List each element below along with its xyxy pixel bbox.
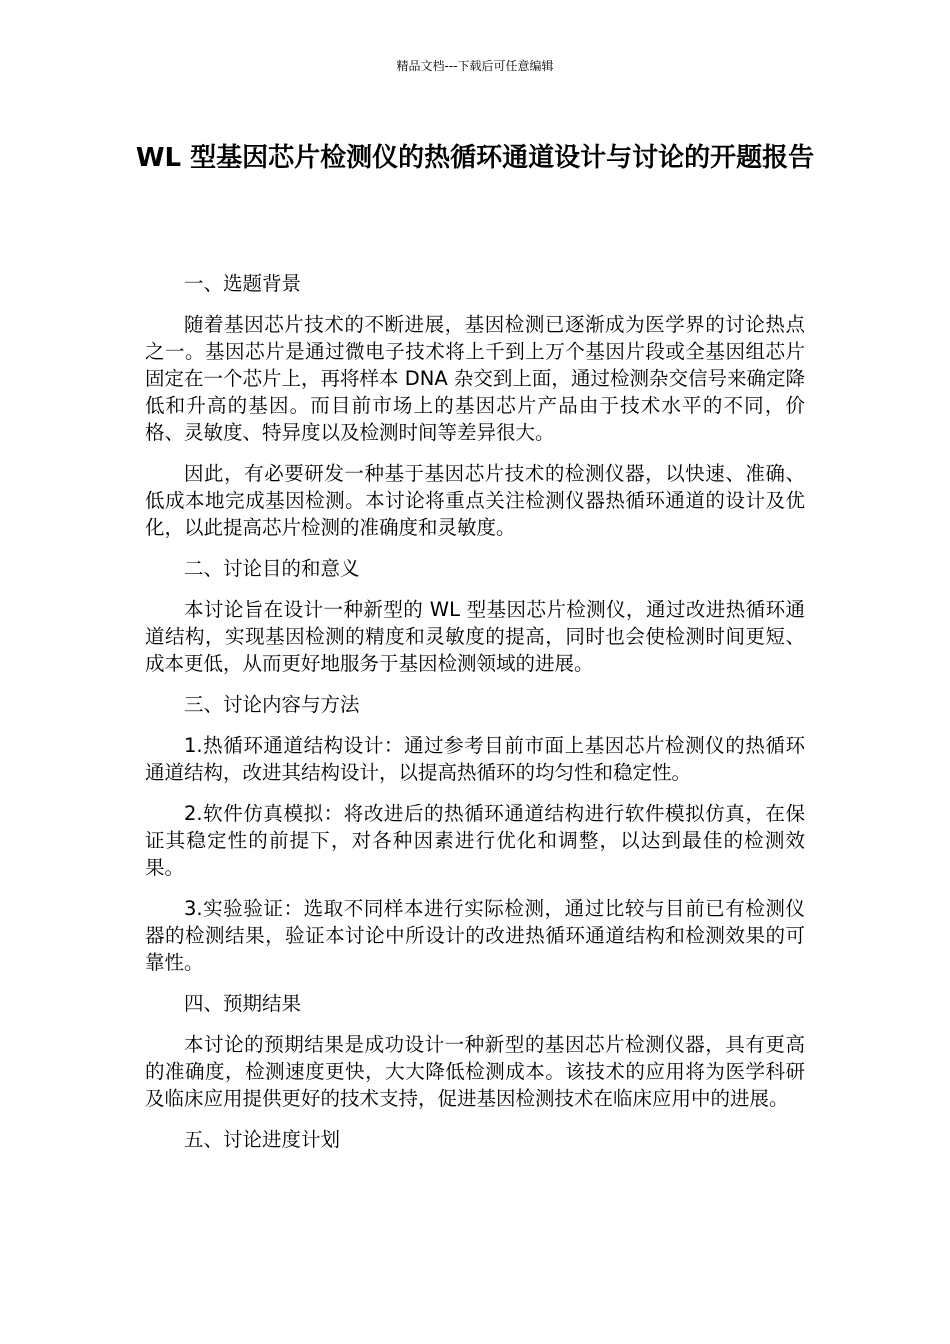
paragraph: 随着基因芯片技术的不断进展，基因检测已逐渐成为医学界的讨论热点之一。基因芯片是通过微电子技术将上千到上万个基因片段或全基因组芯片固定在一个芯片上，再将样本 DNA 杂交到上面，通过检测杂交信号来确定降低和升高的基因。而目前市场上的基因芯片产品由于技术水平的不同，价格、灵敏度、特异度以及检测时间等差异很大。 xyxy=(145,313,805,444)
section-heading: 三、讨论内容与方法 xyxy=(184,693,360,716)
paragraph: 2.软件仿真模拟：将改进后的热循环通道结构进行软件模拟仿真，在保证其稳定性的前提下，对各种因素进行优化和调整，以达到最佳的检测效果。 xyxy=(145,802,805,879)
page-header: 精品文档---下载后可任意编辑 xyxy=(396,59,554,73)
paragraph: 3.实验验证：选取不同样本进行实际检测，通过比较与目前已有检测仪器的检测结果，验证本讨论中所设计的改进热循环通道结构和检测效果的可靠性。 xyxy=(145,897,805,974)
section-purpose xyxy=(145,555,805,677)
paragraph: 本讨论旨在设计一种新型的 WL 型基因芯片检测仪，通过改进热循环通道结构，实现基因检测的精度和灵敏度的提高，同时也会使检测时间更短、成本更低，从而更好地服务于基因检测领域的进展。 xyxy=(145,598,805,675)
section-heading: 二、讨论目的和意义 xyxy=(184,557,360,580)
section-expected-results xyxy=(145,990,805,1112)
document-title: WL 型基因芯片检测仪的热循环通道设计与讨论的开题报告 xyxy=(135,143,815,173)
paragraph: 本讨论的预期结果是成功设计一种新型的基因芯片检测仪器，具有更高的准确度，检测速度更快，大大降低检测成本。该技术的应用将为医学科研及临床应用提供更好的技术支持，促进基因检测技术在临床应用中的进展。 xyxy=(145,1033,805,1110)
section-schedule xyxy=(145,1126,805,1153)
paragraph: 1.热循环通道结构设计：通过参考目前市面上基因芯片检测仪的热循环通道结构，改进其结构设计，以提高热循环的均匀性和稳定性。 xyxy=(145,734,805,784)
section-heading: 四、预期结果 xyxy=(184,992,302,1015)
section-background xyxy=(145,270,805,541)
section-heading: 五、讨论进度计划 xyxy=(184,1128,341,1151)
paragraph: 因此，有必要研发一种基于基因芯片技术的检测仪器，以快速、准确、低成本地完成基因检测。本讨论将重点关注检测仪器热循环通道的设计及优化，以此提高芯片检测的准确度和灵敏度。 xyxy=(145,462,805,539)
section-heading: 一、选题背景 xyxy=(184,272,302,295)
section-content-methods xyxy=(145,691,805,976)
document-body xyxy=(145,270,805,1167)
